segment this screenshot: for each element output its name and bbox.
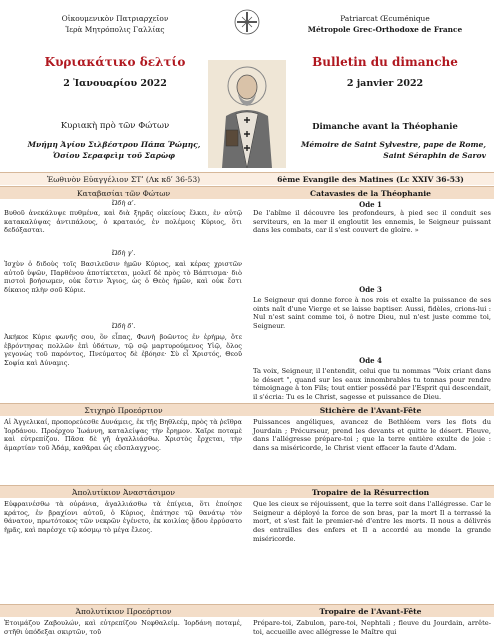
fr-memory-2: Saint Séraphin de Sarov (383, 151, 486, 160)
fr-patriarchate: Patriarcat Œcuménique (340, 14, 430, 23)
apolytikion-anastasimon-fr-text: Que les cieux se réjouissent, que la terre soit dans l'allégresse. Car le Seigneur a déployé la force de son bras, par la mort Il a terrassé la mort, et s'est fait le premier-né d'entre les morts. Il nous a délivrés des entrailles des enfers et Il a accordé au monde la grande miséricorde. (253, 500, 491, 543)
ode4-fr-text: Ta voix, Seigneur, il l'entendit, celui que tu nommas "Voix criant dans le désert ", quand sur les eaux innombrables tu tonnas pour rendre témoignage à ton Fils; tout entier possédé par l'Esprit qui descendait, il s'écria: Tu es le Christ, sagesse et puissance de Dieu. (253, 367, 491, 402)
gr-title: Κυριακάτικο δελτίο (44, 55, 186, 69)
gr-metropolis: Ἱερὰ Μητρόπολις Γαλλίας (65, 25, 165, 34)
gr-memory-2: Ὁσίου Σεραφεὶμ τοῦ Σαρὼφ (52, 151, 176, 160)
ode1-fr-text: De l'abîme il découvre les profondeurs, à pied sec il conduit ses serviteurs, en la mer il engloutit les ennemis, le Seigneur puissant dans les combats, car il s'est couvert de gloire. » (253, 209, 491, 235)
stichera-gr-text: Αἱ Ἀγγελικαί, προπορεύεσθε Δυνάμεις, ἐκ τῆς Βηθλεέμ, πρὸς τὰ ῥεῖθρα Ἰορδάνου. Προέρχου Ἰωάννη, καταλείψας τὴν ἔρημον. Χαῖρε ποταμὲ καὶ εὐτρεπίζου. Πᾶσα δὲ γῆ ἀγαλλιάσθω. Χριστὸς ἔρχεται, τὴν ἁμαρτίαν τοῦ Ἀδάμ, καθᾶραι ὡς εὔσπλαγχνος. (4, 418, 242, 453)
fr-sunday: Dimanche avant la Théophanie (312, 121, 458, 131)
apolytikion-anastasimon-bar (0, 485, 494, 498)
fr-date: 2 janvier 2022 (346, 78, 424, 89)
gr-date: 2 Ἰανουαρίου 2022 (63, 78, 167, 89)
ode3-fr-text: Le Seigneur qui donne force à nos rois et exalte la puissance de ses oints naît d'une Vierge et se laisse baptiser. Aussi, fidèles, crions-lui : Nul n'est saint comme toi, ô notre Dieu, nul n'est juste comme toi, Seigneur. (253, 296, 491, 331)
ode1-fr-label: Ode 1 (359, 200, 382, 209)
ode4-gr-text: Ἀκήκοε Κύριε φωνῆς σου, ὃν εἶπας, Φωνὴ βοῶντος ἐν ἐρήμῳ, ὅτε ἐβρόντησας πολλῶν ἐπὶ ὑδάτων, τῷ σῷ μαρτυρούμενος Υἱῷ, ὅλος γεγονὼς τοῦ παρόντος, Πνεύματος δὲ ἐβόησε· Σὺ εἶ Χριστός, Θεοῦ Σοφία καὶ Δύναμις. (4, 333, 242, 368)
ode1-gr-text: Βυθοῦ ἀνεκάλυψε πυθμένα, καὶ διὰ ξηρᾶς οἰκείους ἕλκει, ἐν αὐτῷ κατακαλύψας ἀντιπάλους, ὁ κραταιός, ἐν πολέμοις Κύριος, ὅτι δεδόξασται. (4, 209, 242, 235)
gospel-bar (0, 172, 494, 185)
apolytikion-proeortion-bar (0, 604, 494, 617)
fr-metropolis: Métropole Grec-Orthodoxe de France (307, 25, 463, 34)
katavasies-gr-title: Καταβασίαι τῶν Φώτων (76, 189, 171, 198)
katavasies-bar (0, 186, 494, 199)
apolytikion-proeortion-fr-title: Tropaire de l'Avant-Fête (319, 607, 422, 616)
katavasies-fr-title: Catavasies de la Théophanie (310, 189, 431, 198)
apolytikion-proeortion-gr-title: Ἀπολυτίκιον Προεόρτιον (75, 607, 172, 616)
saint-icon (208, 60, 286, 168)
ode3-gr-text: Ἰσχὺν ὁ διδοὺς τοῖς Βασιλεῦσιν ἡμῶν Κύριος, καὶ κέρας χριστῶν αὐτοῦ ὑψῶν, Παρθένου ἀποτίκτεται, μολεῖ δὲ πρὸς τὸ Βάπτισμα· διὸ πιστοὶ βοήσωμεν, οὐκ ἔστιν Ἅγιος, ὡς ὁ Θεὸς ἡμῶν, καὶ οὐκ ἔστι δίκαιος πλὴν σοῦ Κύριε. (4, 260, 242, 295)
ode3-fr-label: Ode 3 (359, 285, 382, 294)
ode4-fr-label: Ode 4 (359, 356, 382, 365)
stichera-fr-text: Puissances angéliques, avancez de Bethléem vers les flots du Jourdain ; Précurseur, prend les devants et quitte le désert. Fleuve, dans l'allégresse prépare-toi ; que la terre entière exulte de joie : dans sa miséricorde, le Christ vient effacer la faute d'Adam. (253, 418, 491, 453)
cross-emblem-icon (233, 8, 261, 36)
gr-sunday: Κυριακὴ πρὸ τῶν Φώτων (60, 121, 170, 131)
apolytikion-anastasimon-fr-title: Tropaire de la Résurrection (311, 488, 430, 497)
fr-memory-1: Mémoire de Saint Sylvestre, pape de Rome, (300, 140, 486, 149)
apolytikion-anastasimon-gr-title: Ἀπολυτίκιον Ἀναστάσιμον (71, 488, 175, 497)
gospel-gr: Ἑωθινὸν Εὐαγγέλιον ΣΤʹ (Λκ κδʹ 36-53) (46, 175, 201, 184)
stichera-fr-title: Stichère de l'Avant-Fête (319, 406, 422, 415)
apolytikion-anastasimon-gr-text: Εὐφραινέσθω τὰ οὐράνια, ἀγαλλιάσθω τὰ ἐπίγεια, ὅτι ἐποίησε κράτος, ἐν βραχίονι αὐτοῦ, ὁ Κύριος, ἐπάτησε τῷ θανάτῳ τὸν θάνατον, πρωτότοκος τῶν νεκρῶν ἐγένετο, ἐκ κοιλίας ᾅδου ἐρρύσατο ἡμᾶς, καὶ παρέσχε τῷ κόσμῳ τὸ μέγα ἔλεος. (4, 500, 242, 535)
stichera-bar (0, 403, 494, 416)
gr-memory-1: Μνήμη Ἁγίου Σιλβέστρου Πάπα Ῥώμης, (27, 140, 201, 149)
fr-title: Bulletin du dimanche (312, 55, 458, 69)
apolytikion-proeortion-fr-text: Prépare-toi, Zabulon, pare-toi, Nephtali ; fleuve du Jourdain, arrête-toi, accueille avec allégresse le Maître qui (253, 619, 491, 636)
ode1-gr-label: Ὠδὴ αʹ. (112, 199, 136, 207)
apolytikion-proeortion-gr-text: Ἑτοιμάζου Ζαβουλών, καὶ εὐτρεπίζου Νεφθαλείμ. Ἰορδάνη ποταμέ, στῆθι ὑπόδεξαι σκιρτῶν, τοῦ (4, 619, 242, 636)
ode4-gr-label: Ὠδὴ δʹ. (112, 322, 136, 330)
gr-patriarchate: Οἰκουμενικὸν Πατριαρχεῖον (61, 14, 169, 23)
ode3-gr-label: Ὠδὴ γʹ. (112, 249, 136, 257)
gospel-fr: 6ème Evangile des Matines (Lc XXIV 36-53) (277, 175, 464, 184)
stichera-gr-title: Στιχηρὸ Προεόρτιον (84, 406, 163, 415)
